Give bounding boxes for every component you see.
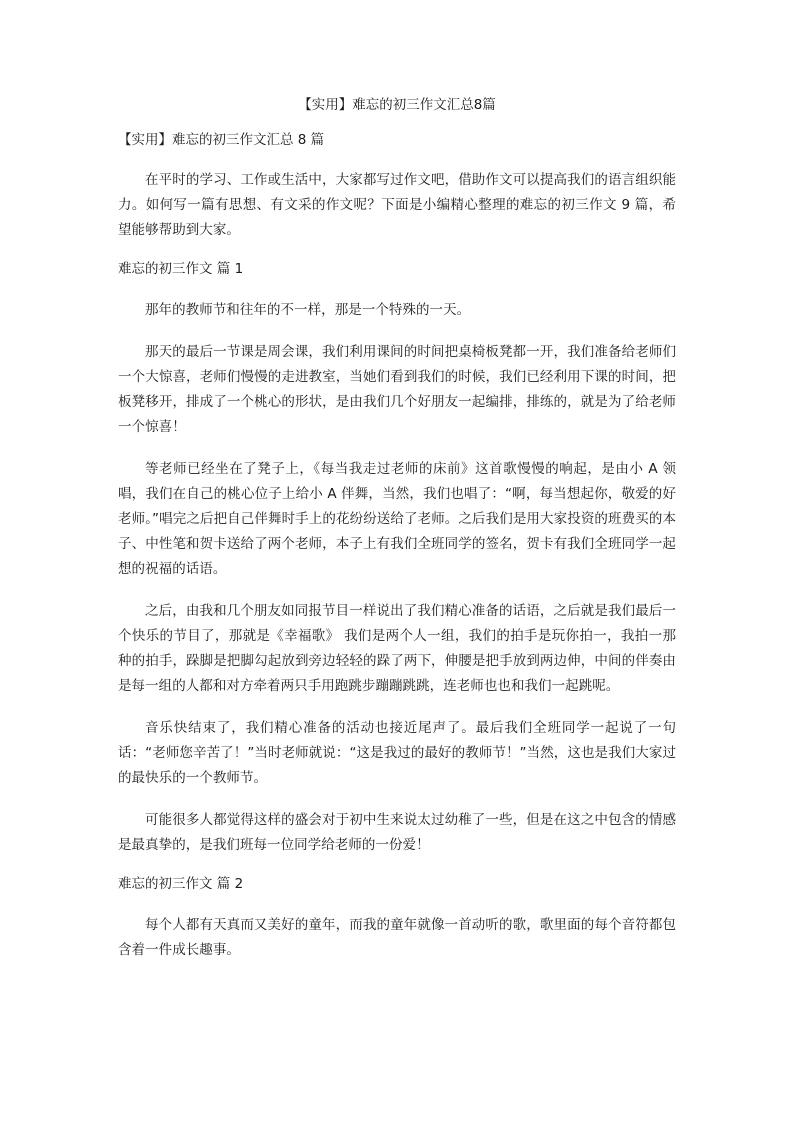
paragraph: 音乐快结束了，我们精心准备的活动也接近尾声了。最后我们全班同学一起说了一句话：“老师您辛苦了！”当时老师就说：“这是我过的最好的教师节！”当然，这也是我们大家过的最快乐的一个教师节。 [118,720,676,786]
intro-paragraph: 在平时的学习、工作或生活中，大家都写过作文吧，借助作文可以提高我们的语言组织能力。如何写一篇有思想、有文采的作文呢？下面是小编精心整理的难忘的初三作文 9 篇，希望能够帮助到大家。 [118,172,676,238]
paragraph: 每个人都有天真而又美好的童年，而我的童年就像一首动听的歌，歌里面的每个音符都包含着一件成长趣事。 [118,917,676,958]
section-heading-1: 难忘的初三作文 篇 1 [118,261,244,277]
section-heading-2: 难忘的初三作文 篇 2 [118,876,244,892]
paragraph: 那年的教师节和往年的不一样，那是一个特殊的一天。 [145,302,471,318]
paragraph: 之后，由我和几个朋友如同报节目一样说出了我们精心准备的话语，之后就是我们最后一个快乐的节目了，那就是《幸福歌》 我们是两个人一组，我们的拍手是玩你拍一，我拍一那种的拍手，跺脚是把脚勾起放到旁边轻轻的跺了两下，伸腰是把手放到两边伸，中间的伴奏由是每一组的人都和对方牵着两只手用跑跳步蹦蹦跳跳，连老师也也和我们一起跳呢。 [118,603,676,694]
document-subtitle: 【实用】难忘的初三作文汇总 8 篇 [118,132,325,148]
document-title: 【实用】难忘的初三作文汇总8篇 [298,97,496,113]
paragraph: 等老师已经坐在了凳子上，《每当我走过老师的床前》这首歌慢慢的响起，是由小 A 领唱，我们在自己的桃心位子上给小 A 伴舞，当然，我们也唱了：“啊，每当想起你，敬爱的好老师。”唱完之后把自己伴舞时手上的花纷纷送给了老师。之后我们是用大家投资的班费买的本子、中性笔和贺卡送给了两个老师，本子上有我们全班同学的签名，贺卡有我们全班同学一起想的祝福的话语。 [118,461,676,577]
paragraph: 可能很多人都觉得这样的盛会对于初中生来说太过幼稚了一些，但是在这之中包含的情感是最真挚的，是我们班每一位同学给老师的一份爱！ [118,812,676,853]
paragraph: 那天的最后一节课是周会课，我们利用课间的时间把桌椅板凳都一开，我们准备给老师们一个大惊喜，老师们慢慢的走进教室，当她们看到我们的时候，我们已经利用下课的时间，把板凳移开，排成了一个桃心的形状，是由我们几个好朋友一起编排，排练的，就是为了给老师一个惊喜！ [118,344,676,435]
